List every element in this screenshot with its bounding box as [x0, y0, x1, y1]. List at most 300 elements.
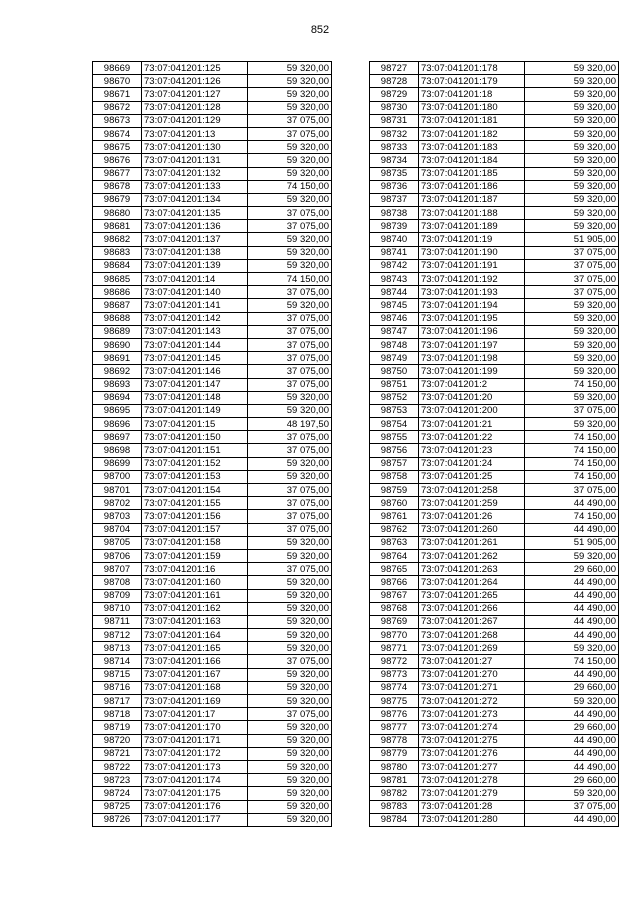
- cadastral-number-cell: 73:07:041201:173: [142, 760, 248, 773]
- cadastral-value-cell: 44 490,00: [525, 589, 619, 602]
- cadastral-value-cell: 29 660,00: [525, 721, 619, 734]
- cadastral-value-cell: 44 490,00: [525, 615, 619, 628]
- record-number-cell: 98720: [93, 734, 142, 747]
- record-number-cell: 98732: [370, 127, 419, 140]
- table-row: [370, 180, 619, 193]
- record-number-cell: 98700: [93, 470, 142, 483]
- record-number-cell: 98678: [93, 180, 142, 193]
- record-number-cell: 98767: [370, 589, 419, 602]
- table-row: [370, 457, 619, 470]
- cadastral-number-cell: 73:07:041201:162: [142, 602, 248, 615]
- cadastral-number-cell: 73:07:041201:199: [419, 365, 525, 378]
- cadastral-number-cell: 73:07:041201:28: [419, 800, 525, 813]
- cadastral-number-cell: 73:07:041201:167: [142, 668, 248, 681]
- table-row: [93, 747, 332, 760]
- cadastral-number-cell: 73:07:041201:183: [419, 141, 525, 154]
- cadastral-number-cell: 73:07:041201:129: [142, 114, 248, 127]
- cadastral-value-cell: 59 320,00: [248, 576, 332, 589]
- record-number-cell: 98723: [93, 774, 142, 787]
- cadastral-number-cell: 73:07:041201:17: [142, 708, 248, 721]
- record-number-cell: 98717: [93, 695, 142, 708]
- cadastral-value-cell: 44 490,00: [525, 523, 619, 536]
- table-row: [93, 760, 332, 773]
- table-row: [370, 787, 619, 800]
- cadastral-value-cell: 59 320,00: [525, 127, 619, 140]
- record-number-cell: 98679: [93, 193, 142, 206]
- cadastral-value-cell: 59 320,00: [248, 404, 332, 417]
- cadastral-value-cell: 37 075,00: [248, 497, 332, 510]
- table-row: [370, 695, 619, 708]
- cadastral-number-cell: 73:07:041201:278: [419, 774, 525, 787]
- cadastral-number-cell: 73:07:041201:19: [419, 233, 525, 246]
- record-number-cell: 98739: [370, 220, 419, 233]
- record-number-cell: 98688: [93, 312, 142, 325]
- record-number-cell: 98706: [93, 549, 142, 562]
- cadastral-number-cell: 73:07:041201:200: [419, 404, 525, 417]
- cadastral-value-cell: 44 490,00: [525, 708, 619, 721]
- cadastral-number-cell: 73:07:041201:20: [419, 391, 525, 404]
- cadastral-value-cell: 59 320,00: [525, 154, 619, 167]
- cadastral-number-cell: 73:07:041201:184: [419, 154, 525, 167]
- cadastral-number-cell: 73:07:041201:267: [419, 615, 525, 628]
- cadastral-value-cell: 37 075,00: [248, 510, 332, 523]
- table-row: [370, 589, 619, 602]
- table-row: [370, 549, 619, 562]
- table-row: [93, 233, 332, 246]
- table-row: [370, 747, 619, 760]
- cadastral-value-cell: 48 197,50: [248, 418, 332, 431]
- cadastral-number-cell: 73:07:041201:145: [142, 352, 248, 365]
- cadastral-value-cell: 59 320,00: [248, 774, 332, 787]
- cadastral-number-cell: 73:07:041201:163: [142, 615, 248, 628]
- table-row: [370, 563, 619, 576]
- cadastral-value-cell: 59 320,00: [525, 391, 619, 404]
- cadastral-value-cell: 59 320,00: [248, 246, 332, 259]
- table-row: [93, 312, 332, 325]
- cadastral-value-cell: 59 320,00: [525, 180, 619, 193]
- record-number-cell: 98765: [370, 563, 419, 576]
- cadastral-number-cell: 73:07:041201:149: [142, 404, 248, 417]
- cadastral-number-cell: 73:07:041201:273: [419, 708, 525, 721]
- table-row: [370, 312, 619, 325]
- cadastral-value-cell: 59 320,00: [248, 721, 332, 734]
- record-number-cell: 98777: [370, 721, 419, 734]
- table-row: [93, 549, 332, 562]
- cadastral-number-cell: 73:07:041201:159: [142, 549, 248, 562]
- table-row: [370, 734, 619, 747]
- record-number-cell: 98716: [93, 681, 142, 694]
- table-row: [370, 721, 619, 734]
- record-number-cell: 98743: [370, 273, 419, 286]
- cadastral-value-cell: 44 490,00: [525, 668, 619, 681]
- cadastral-number-cell: 73:07:041201:197: [419, 338, 525, 351]
- cadastral-value-cell: 59 320,00: [525, 642, 619, 655]
- cadastral-value-cell: 59 320,00: [525, 88, 619, 101]
- cadastral-number-cell: 73:07:041201:140: [142, 286, 248, 299]
- table-row: [93, 813, 332, 826]
- record-number-cell: 98756: [370, 444, 419, 457]
- page-number: 852: [310, 24, 330, 36]
- record-number-cell: 98693: [93, 378, 142, 391]
- cadastral-number-cell: 73:07:041201:13: [142, 127, 248, 140]
- cadastral-number-cell: 73:07:041201:22: [419, 431, 525, 444]
- cadastral-value-cell: 74 150,00: [525, 457, 619, 470]
- cadastral-value-cell: 37 075,00: [248, 338, 332, 351]
- cadastral-value-cell: 59 320,00: [248, 193, 332, 206]
- cadastral-value-cell: 59 320,00: [248, 813, 332, 826]
- record-number-cell: 98736: [370, 180, 419, 193]
- record-number-cell: 98707: [93, 563, 142, 576]
- record-number-cell: 98730: [370, 101, 419, 114]
- record-number-cell: 98725: [93, 800, 142, 813]
- record-number-cell: 98676: [93, 154, 142, 167]
- cadastral-value-cell: 59 320,00: [525, 101, 619, 114]
- cadastral-number-cell: 73:07:041201:181: [419, 114, 525, 127]
- cadastral-number-cell: 73:07:041201:174: [142, 774, 248, 787]
- table-row: [370, 760, 619, 773]
- cadastral-number-cell: 73:07:041201:271: [419, 681, 525, 694]
- table-row: [93, 167, 332, 180]
- table-row: [370, 510, 619, 523]
- record-number-cell: 98784: [370, 813, 419, 826]
- record-number-cell: 98719: [93, 721, 142, 734]
- cadastral-value-cell: 74 150,00: [525, 444, 619, 457]
- cadastral-value-cell: 44 490,00: [525, 602, 619, 615]
- record-number-cell: 98683: [93, 246, 142, 259]
- cadastral-number-cell: 73:07:041201:137: [142, 233, 248, 246]
- table-row: [370, 497, 619, 510]
- table-row: [370, 668, 619, 681]
- cadastral-value-cell: 37 075,00: [248, 312, 332, 325]
- cadastral-value-cell: 59 320,00: [248, 299, 332, 312]
- record-number-cell: 98779: [370, 747, 419, 760]
- record-number-cell: 98750: [370, 365, 419, 378]
- cadastral-value-cell: 37 075,00: [525, 259, 619, 272]
- cadastral-value-cell: 59 320,00: [248, 101, 332, 114]
- cadastral-value-cell: 59 320,00: [248, 75, 332, 88]
- cadastral-number-cell: 73:07:041201:171: [142, 734, 248, 747]
- table-row: [93, 457, 332, 470]
- table-row: [93, 563, 332, 576]
- cadastral-number-cell: 73:07:041201:27: [419, 655, 525, 668]
- cadastral-number-cell: 73:07:041201:179: [419, 75, 525, 88]
- cadastral-number-cell: 73:07:041201:135: [142, 207, 248, 220]
- table-row: [93, 510, 332, 523]
- table-row: [370, 325, 619, 338]
- table-row: [93, 220, 332, 233]
- record-number-cell: 98712: [93, 629, 142, 642]
- record-number-cell: 98709: [93, 589, 142, 602]
- cadastral-value-cell: 59 320,00: [248, 800, 332, 813]
- record-number-cell: 98754: [370, 418, 419, 431]
- cadastral-number-cell: 73:07:041201:161: [142, 589, 248, 602]
- cadastral-number-cell: 73:07:041201:263: [419, 563, 525, 576]
- cadastral-value-cell: 59 320,00: [248, 141, 332, 154]
- cadastral-value-cell: 44 490,00: [525, 629, 619, 642]
- cadastral-value-cell: 59 320,00: [248, 589, 332, 602]
- record-number-cell: 98729: [370, 88, 419, 101]
- table-row: [370, 681, 619, 694]
- record-number-cell: 98673: [93, 114, 142, 127]
- cadastral-value-cell: 44 490,00: [525, 813, 619, 826]
- table-row: [93, 536, 332, 549]
- table-row: [93, 642, 332, 655]
- record-number-cell: 98699: [93, 457, 142, 470]
- cadastral-number-cell: 73:07:041201:177: [142, 813, 248, 826]
- table-row: [370, 602, 619, 615]
- cadastral-value-cell: 37 075,00: [525, 484, 619, 497]
- table-row: [370, 418, 619, 431]
- cadastral-number-cell: 73:07:041201:148: [142, 391, 248, 404]
- cadastral-number-cell: 73:07:041201:260: [419, 523, 525, 536]
- record-number-cell: 98744: [370, 286, 419, 299]
- record-number-cell: 98721: [93, 747, 142, 760]
- cadastral-number-cell: 73:07:041201:131: [142, 154, 248, 167]
- cadastral-number-cell: 73:07:041201:23: [419, 444, 525, 457]
- cadastral-number-cell: 73:07:041201:24: [419, 457, 525, 470]
- table-row: [370, 470, 619, 483]
- cadastral-value-cell: 59 320,00: [248, 615, 332, 628]
- table-row: [93, 180, 332, 193]
- table-row: [370, 141, 619, 154]
- cadastral-value-cell: 59 320,00: [248, 88, 332, 101]
- cadastral-number-cell: 73:07:041201:275: [419, 734, 525, 747]
- cadastral-value-cell: 59 320,00: [525, 114, 619, 127]
- table-row: [93, 246, 332, 259]
- cadastral-number-cell: 73:07:041201:187: [419, 193, 525, 206]
- record-number-cell: 98742: [370, 259, 419, 272]
- cadastral-value-cell: 59 320,00: [248, 259, 332, 272]
- table-row: [370, 246, 619, 259]
- table-row: [93, 325, 332, 338]
- cadastral-value-cell: 59 320,00: [248, 681, 332, 694]
- cadastral-number-cell: 73:07:041201:143: [142, 325, 248, 338]
- record-number-cell: 98752: [370, 391, 419, 404]
- cadastral-value-cell: 37 075,00: [248, 378, 332, 391]
- table-row: [93, 523, 332, 536]
- record-number-cell: 98735: [370, 167, 419, 180]
- record-number-cell: 98685: [93, 273, 142, 286]
- cadastral-value-cell: 59 320,00: [525, 299, 619, 312]
- table-row: [93, 259, 332, 272]
- cadastral-value-cell: 59 320,00: [248, 167, 332, 180]
- cadastral-value-cell: 74 150,00: [525, 510, 619, 523]
- table-row: [370, 536, 619, 549]
- record-number-cell: 98764: [370, 549, 419, 562]
- cadastral-number-cell: 73:07:041201:18: [419, 88, 525, 101]
- cadastral-value-cell: 44 490,00: [525, 497, 619, 510]
- record-number-cell: 98703: [93, 510, 142, 523]
- table-row: [370, 523, 619, 536]
- table-row: [93, 127, 332, 140]
- record-number-cell: 98675: [93, 141, 142, 154]
- cadastral-number-cell: 73:07:041201:170: [142, 721, 248, 734]
- record-number-cell: 98689: [93, 325, 142, 338]
- table-row: [93, 681, 332, 694]
- cadastral-value-cell: 74 150,00: [248, 273, 332, 286]
- cadastral-value-cell: 37 075,00: [248, 114, 332, 127]
- record-number-cell: 98783: [370, 800, 419, 813]
- cadastral-number-cell: 73:07:041201:264: [419, 576, 525, 589]
- table-row: [93, 431, 332, 444]
- table-row: [93, 444, 332, 457]
- table-row: [370, 127, 619, 140]
- table-row: [370, 642, 619, 655]
- cadastral-value-cell: 37 075,00: [248, 325, 332, 338]
- cadastral-value-cell: 51 905,00: [525, 233, 619, 246]
- cadastral-number-cell: 73:07:041201:194: [419, 299, 525, 312]
- cadastral-number-cell: 73:07:041201:268: [419, 629, 525, 642]
- table-row: [370, 233, 619, 246]
- table-row: [93, 75, 332, 88]
- record-number-cell: 98691: [93, 352, 142, 365]
- record-number-cell: 98763: [370, 536, 419, 549]
- table-row: [93, 497, 332, 510]
- cadastral-number-cell: 73:07:041201:138: [142, 246, 248, 259]
- cadastral-number-cell: 73:07:041201:168: [142, 681, 248, 694]
- table-row: [370, 259, 619, 272]
- cadastral-value-cell: 37 075,00: [525, 286, 619, 299]
- cadastral-value-cell: 59 320,00: [525, 352, 619, 365]
- cadastral-number-cell: 73:07:041201:156: [142, 510, 248, 523]
- record-number-cell: 98677: [93, 167, 142, 180]
- cadastral-value-cell: 29 660,00: [525, 681, 619, 694]
- cadastral-number-cell: 73:07:041201:154: [142, 484, 248, 497]
- table-row: [93, 721, 332, 734]
- table-row: [93, 88, 332, 101]
- cadastral-value-cell: 37 075,00: [248, 655, 332, 668]
- record-number-cell: 98753: [370, 404, 419, 417]
- table-row: [93, 141, 332, 154]
- table-row: [93, 101, 332, 114]
- record-number-cell: 98682: [93, 233, 142, 246]
- record-number-cell: 98774: [370, 681, 419, 694]
- cadastral-value-cell: 59 320,00: [525, 365, 619, 378]
- cadastral-number-cell: 73:07:041201:139: [142, 259, 248, 272]
- cadastral-number-cell: 73:07:041201:198: [419, 352, 525, 365]
- table-row: [370, 338, 619, 351]
- cadastral-value-cell: 59 320,00: [248, 629, 332, 642]
- record-number-cell: 98751: [370, 378, 419, 391]
- cadastral-value-cell: 44 490,00: [525, 760, 619, 773]
- cadastral-number-cell: 73:07:041201:125: [142, 62, 248, 75]
- table-row: [93, 338, 332, 351]
- table-row: [93, 800, 332, 813]
- cadastral-number-cell: 73:07:041201:142: [142, 312, 248, 325]
- cadastral-number-cell: 73:07:041201:160: [142, 576, 248, 589]
- cadastral-number-cell: 73:07:041201:132: [142, 167, 248, 180]
- record-number-cell: 98731: [370, 114, 419, 127]
- cadastral-value-cell: 37 075,00: [248, 207, 332, 220]
- record-number-cell: 98726: [93, 813, 142, 826]
- record-number-cell: 98768: [370, 602, 419, 615]
- cadastral-value-cell: 59 320,00: [248, 642, 332, 655]
- record-number-cell: 98781: [370, 774, 419, 787]
- cadastral-value-cell: 74 150,00: [525, 378, 619, 391]
- record-number-cell: 98773: [370, 668, 419, 681]
- table-row: [370, 378, 619, 391]
- table-row: [370, 484, 619, 497]
- cadastral-number-cell: 73:07:041201:141: [142, 299, 248, 312]
- cadastral-number-cell: 73:07:041201:270: [419, 668, 525, 681]
- record-number-cell: 98758: [370, 470, 419, 483]
- table-row: [93, 655, 332, 668]
- cadastral-number-cell: 73:07:041201:133: [142, 180, 248, 193]
- table-row: [370, 286, 619, 299]
- cadastral-value-cell: 59 320,00: [248, 787, 332, 800]
- record-number-cell: 98761: [370, 510, 419, 523]
- cadastral-value-cell: 59 320,00: [525, 549, 619, 562]
- cadastral-value-cell: 59 320,00: [525, 418, 619, 431]
- cadastral-number-cell: 73:07:041201:130: [142, 141, 248, 154]
- cadastral-number-cell: 73:07:041201:182: [419, 127, 525, 140]
- cadastral-number-cell: 73:07:041201:276: [419, 747, 525, 760]
- record-number-cell: 98724: [93, 787, 142, 800]
- cadastral-value-cell: 59 320,00: [248, 470, 332, 483]
- cadastral-value-cell: 37 075,00: [248, 523, 332, 536]
- cadastral-number-cell: 73:07:041201:151: [142, 444, 248, 457]
- record-number-cell: 98698: [93, 444, 142, 457]
- cadastral-number-cell: 73:07:041201:155: [142, 497, 248, 510]
- record-number-cell: 98671: [93, 88, 142, 101]
- table-row: [370, 629, 619, 642]
- cadastral-value-cell: 59 320,00: [248, 747, 332, 760]
- cadastral-number-cell: 73:07:041201:134: [142, 193, 248, 206]
- cadastral-number-cell: 73:07:041201:136: [142, 220, 248, 233]
- table-row: [93, 62, 332, 75]
- cadastral-number-cell: 73:07:041201:192: [419, 273, 525, 286]
- cadastral-number-cell: 73:07:041201:188: [419, 207, 525, 220]
- record-number-cell: 98695: [93, 404, 142, 417]
- record-number-cell: 98681: [93, 220, 142, 233]
- table-row: [93, 391, 332, 404]
- record-number-cell: 98708: [93, 576, 142, 589]
- cadastral-number-cell: 73:07:041201:189: [419, 220, 525, 233]
- table-row: [93, 207, 332, 220]
- cadastral-number-cell: 73:07:041201:180: [419, 101, 525, 114]
- record-number-cell: 98759: [370, 484, 419, 497]
- record-number-cell: 98727: [370, 62, 419, 75]
- cadastral-value-cell: 59 320,00: [525, 312, 619, 325]
- table-row: [370, 800, 619, 813]
- cadastral-number-cell: 73:07:041201:186: [419, 180, 525, 193]
- cadastral-number-cell: 73:07:041201:195: [419, 312, 525, 325]
- cadastral-number-cell: 73:07:041201:14: [142, 273, 248, 286]
- record-number-cell: 98741: [370, 246, 419, 259]
- record-number-cell: 98701: [93, 484, 142, 497]
- cadastral-value-cell: 59 320,00: [248, 760, 332, 773]
- cadastral-value-cell: 74 150,00: [525, 470, 619, 483]
- left-register-table: [92, 61, 332, 827]
- cadastral-value-cell: 44 490,00: [525, 747, 619, 760]
- table-row: [93, 404, 332, 417]
- record-number-cell: 98702: [93, 497, 142, 510]
- record-number-cell: 98705: [93, 536, 142, 549]
- cadastral-value-cell: 29 660,00: [525, 774, 619, 787]
- record-number-cell: 98734: [370, 154, 419, 167]
- record-number-cell: 98697: [93, 431, 142, 444]
- cadastral-value-cell: 37 075,00: [248, 708, 332, 721]
- cadastral-number-cell: 73:07:041201:126: [142, 75, 248, 88]
- cadastral-number-cell: 73:07:041201:175: [142, 787, 248, 800]
- cadastral-value-cell: 37 075,00: [248, 484, 332, 497]
- cadastral-number-cell: 73:07:041201:21: [419, 418, 525, 431]
- table-row: [93, 418, 332, 431]
- table-row: [370, 352, 619, 365]
- table-row: [93, 708, 332, 721]
- cadastral-number-cell: 73:07:041201:26: [419, 510, 525, 523]
- cadastral-number-cell: 73:07:041201:261: [419, 536, 525, 549]
